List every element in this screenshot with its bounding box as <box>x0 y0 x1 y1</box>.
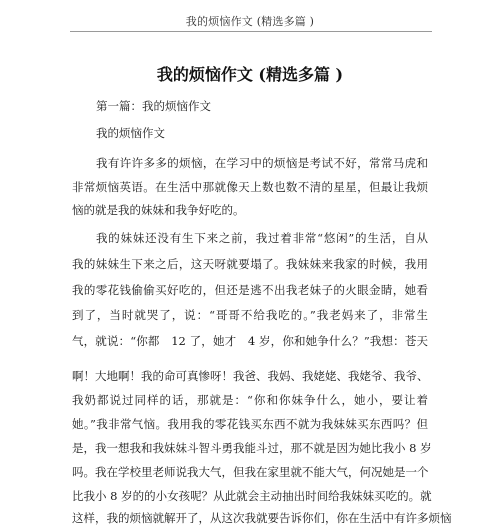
paragraph-line: 到了，当时就哭了，说：“哥哥不给我吃的。”我老妈来了，非常生 <box>72 308 428 322</box>
paragraph-line: 我的妹妹还没有生下来之前，我过着非常“悠闲”的生活，自从 <box>96 231 428 245</box>
paragraph-line: 啊！大地啊！我的命可真惨呀！我爸、我妈、我姥姥、我姥爷、我爷、 <box>72 369 429 383</box>
paragraph-line: 恼的就是我的妹妹和我争好吃的。 <box>72 203 245 217</box>
paragraph-line: 是，我一想我和我妹妹斗智斗勇我能斗过，那不就是因为她比我小 8 岁 <box>72 441 432 455</box>
paragraph-line: 我奶都说过同样的话，那就是：“你和你妹争什么，她小，要让着 <box>72 393 428 407</box>
paragraph-line: 非常烦恼英语。在生活中那就像天上数也数不清的星星，但最让我烦 <box>72 180 428 194</box>
paragraph-line: 她。”我非常气恼。我用我的零花钱买东西不就为我妹妹买东西吗？但 <box>72 417 428 431</box>
paragraph-line: 气，就说：“你都 12 了，她才 4 岁，你和她争什么？”我想：苍天 <box>72 334 428 348</box>
paragraph-line: 吗。我在学校里老师说我大气，但我在家里就不能大气，何况她是一个 <box>72 465 429 479</box>
document-title: 我的烦恼作文 (精选多篇 ) <box>156 65 344 84</box>
paragraph-line: 我的妹妹生下来之后，这天呀就要塌了。我妹妹来我家的时候，我用 <box>72 257 428 271</box>
paragraph-line: 我有许许多多的烦恼，在学习中的烦恼是考试不好，常常马虎和 <box>96 156 428 170</box>
header-divider <box>70 31 432 32</box>
paragraph-line: 这样，我的烦恼就解开了，从这次我就要告诉你们，你在生活中有许多烦恼 <box>72 511 452 525</box>
running-header: 我的烦恼作文 (精选多篇 ) <box>185 15 315 28</box>
paragraph-line: 我的零花钱偷偷买好吃的，但还是逃不出我老妹子的火眼金睛，她看 <box>72 283 428 297</box>
paragraph-line: 比我小 8 岁的的小女孩呢？从此就会主动抽出时间给我妹妹买吃的。就 <box>72 489 432 503</box>
essay-subtitle: 我的烦恼作文 <box>96 126 165 140</box>
section-heading: 第一篇：我的烦恼作文 <box>96 99 211 113</box>
